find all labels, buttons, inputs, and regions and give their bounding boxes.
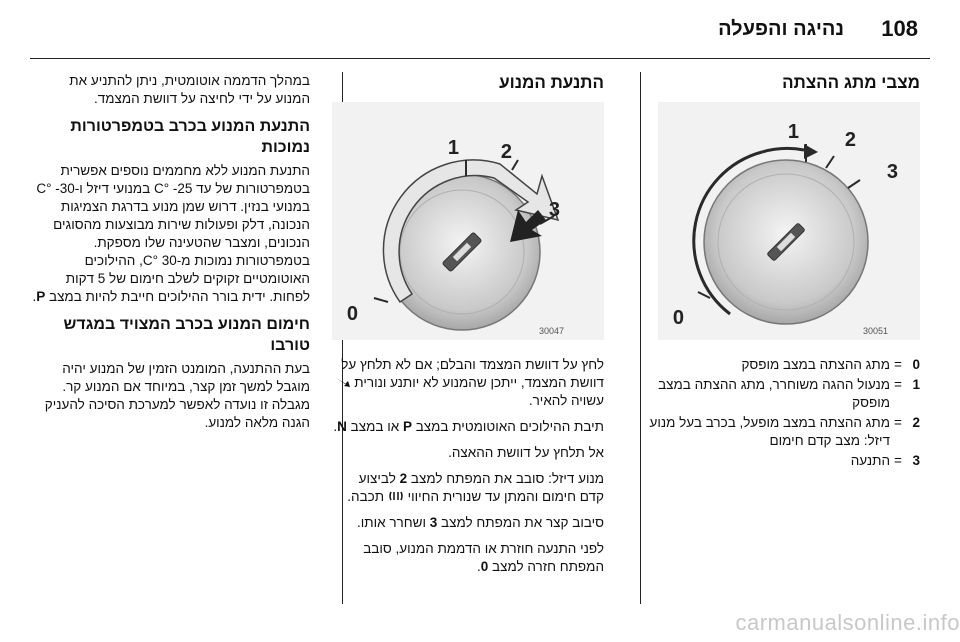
paragraph: לפני התנעה חוזרת או הדממת המנוע, סובב המפתח חזרה למצב 0.: [363, 541, 604, 574]
legend-item: 0 = מתג ההצתה במצב מופסק: [630, 356, 920, 374]
watermark: carmanualsonline.info: [735, 610, 960, 635]
figure-label-3: 3: [548, 199, 560, 221]
legend-text: מתג ההצתה במצב מופסק: [741, 357, 890, 372]
figure-code: 30051: [862, 326, 888, 336]
figure-label-1: 1: [447, 137, 459, 159]
legend-item: 3 = התנעה: [630, 452, 920, 470]
ignition-switch-illustration: [658, 102, 920, 340]
legend-item: 1 = מנעול ההגה משוחרר, מתג ההצתה במצב מופסק: [630, 376, 920, 412]
page-header: [30, 12, 930, 52]
page-number: 108: [881, 16, 918, 41]
paragraph: סיבוב קצר את המפתח למצב 3 ושחרר אותו.: [357, 515, 604, 530]
figure-label-3: 3: [886, 161, 898, 183]
engine-start-text: [332, 356, 604, 576]
subhead-turbo-warmup: חימום המנוע בכרב המצויד במגדש טורבו: [63, 316, 310, 354]
legend-number: 2: [912, 415, 920, 430]
figure-label-1: 1: [787, 121, 799, 143]
figure-label-0: 0: [346, 303, 358, 325]
paragraph: אל תלחץ על דוושת ההאצה.: [448, 445, 604, 460]
header-rule: [30, 58, 930, 59]
figure-label-0: 0: [672, 307, 684, 329]
legend-text: התנעה: [850, 453, 890, 468]
legend-text: מנעול ההגה משוחרר, מתג ההצתה במצב מופסק: [658, 377, 890, 410]
section-title-engine-start: התנעת המנוע: [499, 73, 604, 92]
paragraph: לחץ על דוושת המצמד והבלם; אם לא תלחץ על דוושת המצמד, ייתכן שהמנוע לא יותנע ונורית עשויה להאיר.: [332, 356, 604, 410]
key-turn-figure: [332, 102, 604, 340]
legend-number: 1: [912, 377, 920, 392]
section-title-ignition-positions: מצבי מתג ההצתה: [782, 73, 920, 92]
legend-text: מתג ההצתה במצב מופעל, בכרב בעל מנוע דיזל: מצב קדם חימום: [649, 415, 890, 448]
paragraph: התנעת המנוע ללא מחממים נוספים אפשרית בטמפרטורות של עד 25- °C במנועי דיזל ו-30- °C במנועי בנזין. דרוש שמן מנוע בדרגת הצמיגות הנכונה, דלק ופעולות שירות מבוצעות מהסוגים הנכונים, ומצבר שהטעינה שלו מספקת. בטמפרטורות נמוכות מ-30 °C, ההילוכים האוטומטיים זקוקים לשלב חימום של 5 דקות לפחות. ידית בורר ההילוכים חייבת להיות במצב P.: [32, 163, 310, 304]
cold-start-column: [32, 72, 310, 440]
legend-number: 0: [912, 357, 920, 372]
legend-number: 3: [912, 453, 920, 468]
paragraph: בעת ההתנעה, המומנט הזמין של המנוע יהיה מוגבל למשך זמן קצר, במיוחד אם המנוע קר. מגבלה זו נועדה לאפשר למערכת הסיכה להעניק הגנה מלאה למנוע.: [44, 361, 310, 430]
figure-label-2: 2: [844, 129, 856, 151]
paragraph: מנוע דיזל: סובב את המפתח למצב 2 לביצוע קדם חימום והמתן עד שנורית החיווי תכבה.: [347, 471, 604, 504]
paragraph: תיבת ההילוכים האוטומטית במצב P או במצב N.: [333, 419, 604, 434]
key-turn-illustration: [332, 102, 604, 340]
engine-start-column: [332, 72, 604, 584]
ignition-legend: [630, 356, 920, 470]
legend-item: 2 = מתג ההצתה במצב מופעל, בכרב בעל מנוע דיזל: מצב קדם חימום: [630, 414, 920, 450]
chapter-title: נהיגה והפעלה: [718, 18, 844, 40]
figure-code: 30047: [538, 326, 564, 336]
paragraph: במהלך הדממה אוטומטית, ניתן להתניע את המנוע על ידי לחיצה על דוושת המצמד.: [69, 73, 310, 106]
figure-label-2: 2: [500, 141, 512, 163]
ignition-positions-column: [630, 72, 920, 472]
clutch-pedal-icon: [335, 376, 351, 388]
subhead-cold-start: התנעת המנוע בכרב בטמפרטורות נמוכות: [70, 118, 310, 156]
ignition-switch-figure: [658, 102, 920, 340]
glow-plug-icon: [388, 490, 404, 502]
